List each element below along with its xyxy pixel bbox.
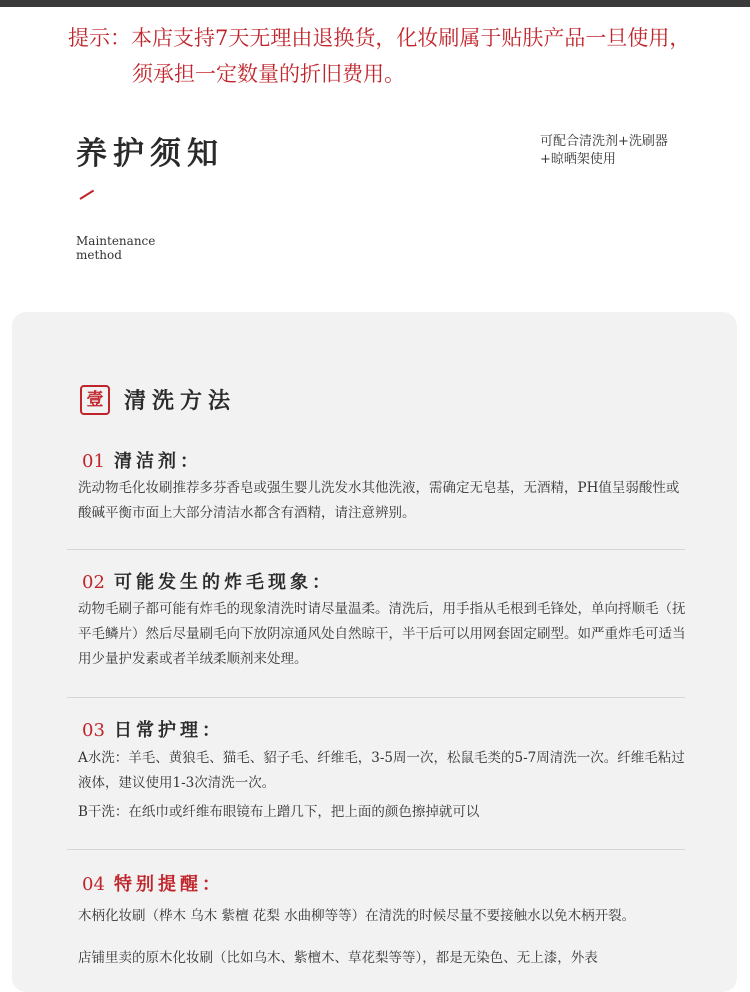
section-title: 养护须知	[76, 136, 224, 172]
item-number: 04	[82, 874, 105, 895]
section-english-title	[76, 234, 155, 262]
item-title: 可能发生的炸毛现象：	[114, 572, 334, 593]
item-title: 特别提醒：	[114, 874, 224, 895]
side-note-line-2: +晾晒架使用	[540, 152, 616, 167]
item-text-02: 动物毛刷子都可能有炸毛的现象清洗时请尽量温柔。清洗后，用手指从毛根到毛锋处，单向捋顺毛（抚平毛鳞片）然后尽量刷毛向下放阴凉通风处自然晾干，半干后可以用网套固定刷型。如严重炸毛可适当用少量护发素或者羊绒柔顺剂来处理。	[78, 601, 686, 667]
return-policy-notice	[68, 20, 728, 92]
notice-line-1: 提示：本店支持7天无理由退换货，化妆刷属于贴肤产品一旦使用，	[68, 26, 691, 50]
item-title: 清洁剂：	[114, 451, 202, 472]
divider	[67, 549, 685, 550]
item-heading-03	[82, 716, 224, 742]
seal-badge: 壹	[80, 385, 110, 415]
part-title: 清洗方法	[124, 388, 237, 414]
item-heading-02	[82, 568, 334, 594]
item-number: 02	[82, 572, 105, 593]
item-text-01: 洗动物毛化妆刷推荐多芬香皂或强生婴儿洗发水其他洗液，需确定无皂基，无酒精，PH值呈弱酸性或酸碱平衡市面上大部分清洁水都含有酒精，请注意辨别。	[78, 480, 680, 521]
top-border	[0, 0, 750, 7]
item-number: 01	[82, 451, 105, 472]
part-heading	[80, 384, 236, 415]
item-text-03a: A水洗：羊毛、黄狼毛、猫毛、貂子毛、纤维毛，3-5周一次，松鼠毛类的5-7周清洗一次。纤维毛粘过液体，建议使用1-3次清洗一次。	[78, 750, 685, 791]
side-note-line-1: 可配合清洗剂+洗刷器	[540, 134, 668, 149]
item-text-03b: B干洗：在纸巾或纤维布眼镜布上蹭几下，把上面的颜色擦掉就可以	[78, 804, 480, 820]
item-number: 03	[82, 720, 105, 741]
divider	[67, 697, 685, 698]
item-heading-01	[82, 447, 202, 473]
section-side-note	[540, 133, 668, 169]
divider	[67, 849, 685, 850]
english-title-line-1: Maintenance	[76, 234, 156, 248]
slash-accent	[79, 190, 94, 200]
item-text-04b: 店铺里卖的原木化妆刷（比如乌木、紫檀木、草花梨等等），都是无染色、无上漆，外表	[78, 950, 598, 966]
item-heading-04	[82, 870, 224, 896]
english-title-line-2: method	[76, 248, 122, 262]
item-text-04a: 木柄化妆刷（桦木 乌木 紫檀 花梨 水曲柳等等）在清洗的时候尽量不要接触水以免木柄开裂。	[78, 908, 636, 924]
item-title: 日常护理：	[114, 720, 224, 741]
notice-line-2: 须承担一定数量的折旧费用。	[132, 62, 405, 86]
